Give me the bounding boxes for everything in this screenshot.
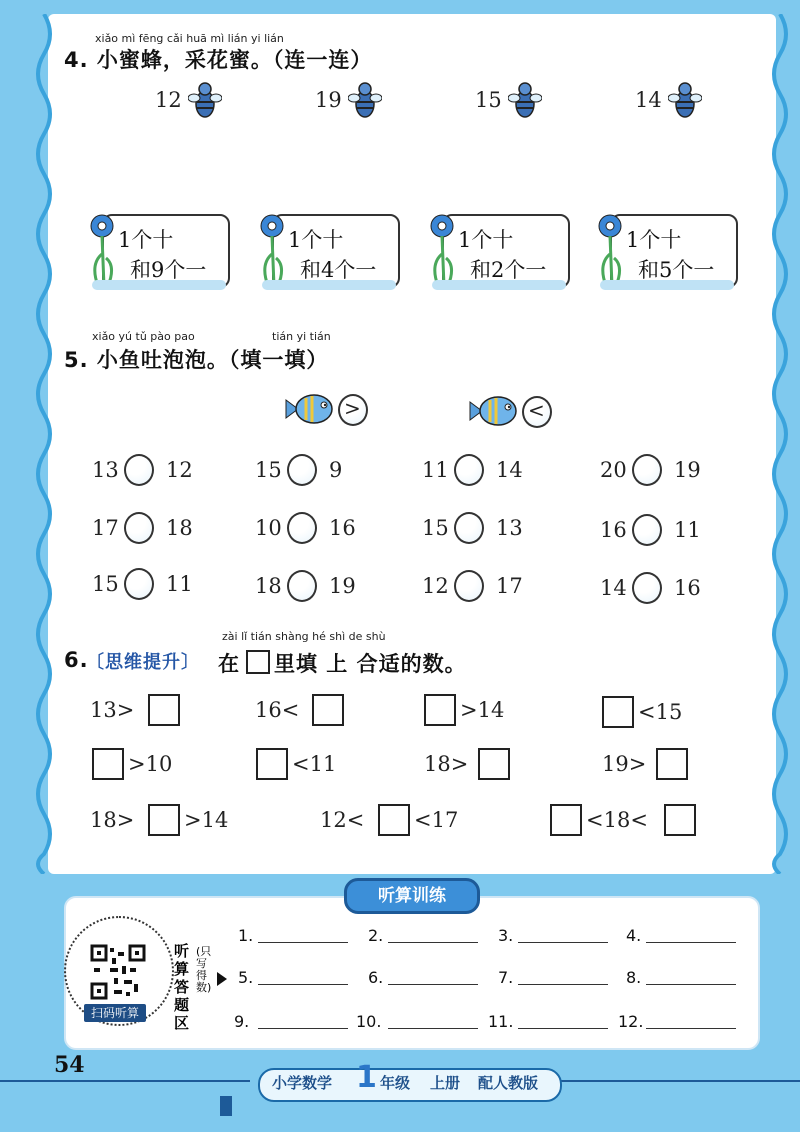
answer-box[interactable] <box>656 748 688 780</box>
card-line-1: 1个十 <box>626 228 682 252</box>
inequality-text: 13> <box>90 698 135 722</box>
compare-left: 17 <box>92 516 119 540</box>
bee-icon <box>348 80 382 120</box>
footer-subject: 小学数学 <box>272 1074 333 1092</box>
greater-than-symbol: > <box>344 396 361 420</box>
answer-line[interactable] <box>388 1028 478 1029</box>
title-square <box>246 650 270 674</box>
card-line-1: 1个十 <box>118 228 174 252</box>
answer-bubble[interactable] <box>632 514 662 546</box>
qr-label: 扫码听算 <box>84 1004 146 1022</box>
answer-number: 7. <box>498 968 514 987</box>
answer-bubble[interactable] <box>124 454 154 486</box>
bee-icon <box>188 80 222 120</box>
compare-right: 11 <box>674 518 701 542</box>
answer-number: 12. <box>618 1012 644 1031</box>
compare-left: 12 <box>422 574 449 598</box>
compare-left: 10 <box>255 516 282 540</box>
card-line-2: 和5个一 <box>638 258 715 282</box>
answer-box[interactable] <box>602 696 634 728</box>
answer-box[interactable] <box>148 804 180 836</box>
flower-card[interactable] <box>428 214 568 292</box>
card-line-1: 1个十 <box>458 228 514 252</box>
inequality-text: <18< <box>586 808 648 832</box>
inequality-text: 18> <box>90 808 135 832</box>
q6-title-b: 里填 上 合适的数。 <box>274 652 467 676</box>
inequality-text: 12< <box>320 808 365 832</box>
compare-right: 12 <box>166 458 193 482</box>
answer-box[interactable] <box>550 804 582 836</box>
answer-number: 11. <box>488 1012 514 1031</box>
answer-line[interactable] <box>258 942 348 943</box>
q4-title: 4. 小蜜蜂，采花蜜。（连一连） <box>64 48 373 72</box>
spine-mark <box>220 1096 232 1116</box>
answer-line[interactable] <box>646 942 736 943</box>
answer-box[interactable] <box>312 694 344 726</box>
answer-box[interactable] <box>92 748 124 780</box>
answer-line[interactable] <box>258 1028 348 1029</box>
footer-edition: 配人教版 <box>478 1074 539 1092</box>
q5-pinyin-2: tián yi tián <box>272 330 331 343</box>
compare-right: 9 <box>329 458 343 482</box>
footer-rule-left <box>0 1080 250 1082</box>
compare-right: 13 <box>496 516 523 540</box>
answer-bubble[interactable] <box>124 512 154 544</box>
inequality-text: >14 <box>460 698 505 722</box>
flower-card[interactable] <box>88 214 228 292</box>
answer-box[interactable] <box>424 694 456 726</box>
answer-line[interactable] <box>646 1028 736 1029</box>
card-line-2: 和2个一 <box>470 258 547 282</box>
inequality-text: <17 <box>414 808 459 832</box>
answer-line[interactable] <box>388 984 478 985</box>
compare-left: 15 <box>92 572 119 596</box>
qr-code-icon[interactable] <box>90 944 146 1000</box>
inequality-text: <11 <box>292 752 337 776</box>
listening-tab: 听算训练 <box>344 878 480 914</box>
answer-box[interactable] <box>378 804 410 836</box>
answer-number: 2. <box>368 926 384 945</box>
bee-icon <box>668 80 702 120</box>
q6-pinyin: zài lǐ tián shàng hé shì de shù <box>222 630 386 643</box>
q6-number: 6. <box>64 648 89 672</box>
answer-box[interactable] <box>256 748 288 780</box>
compare-right: 11 <box>166 572 193 596</box>
answer-bubble[interactable] <box>454 454 484 486</box>
q5-pinyin-1: xiǎo yú tǔ pào pao <box>92 330 195 343</box>
worksheet-page <box>48 14 776 874</box>
answer-box[interactable] <box>148 694 180 726</box>
inequality-text: <15 <box>638 700 683 724</box>
answer-line[interactable] <box>258 984 348 985</box>
answer-bubble[interactable] <box>454 512 484 544</box>
answer-box[interactable] <box>478 748 510 780</box>
answer-line[interactable] <box>518 1028 608 1029</box>
answer-bubble[interactable] <box>632 454 662 486</box>
flower-card[interactable] <box>258 214 398 292</box>
q6-badge: 〔思维提升〕 <box>86 652 200 673</box>
answer-line[interactable] <box>518 984 608 985</box>
arrow-right-icon <box>217 972 227 986</box>
compare-right: 16 <box>674 576 701 600</box>
answer-bubble[interactable] <box>287 454 317 486</box>
answer-number: 5. <box>238 968 254 987</box>
inequality-text: 18> <box>424 752 469 776</box>
compare-left: 15 <box>422 516 449 540</box>
less-than-symbol: < <box>528 398 545 422</box>
answer-area-label: 听算答题区 <box>174 942 190 1032</box>
answer-bubble[interactable] <box>454 570 484 602</box>
q6-title-a: 在 <box>218 652 240 676</box>
compare-right: 19 <box>329 574 356 598</box>
compare-right: 19 <box>674 458 701 482</box>
compare-left: 11 <box>422 458 449 482</box>
compare-right: 14 <box>496 458 523 482</box>
card-line-2: 和9个一 <box>130 258 207 282</box>
footer-grade-number: 1 <box>356 1060 377 1095</box>
footer-rule-right <box>556 1080 800 1082</box>
answer-line[interactable] <box>646 984 736 985</box>
bee-number: 12 <box>155 88 182 112</box>
compare-right: 18 <box>166 516 193 540</box>
q4-pinyin: xiǎo mì fēng cǎi huā mì lián yi lián <box>95 32 284 45</box>
inequality-text: 16< <box>255 698 300 722</box>
answer-box[interactable] <box>664 804 696 836</box>
answer-number: 8. <box>626 968 642 987</box>
answer-number: 3. <box>498 926 514 945</box>
compare-left: 20 <box>600 458 627 482</box>
fish-icon <box>284 390 334 428</box>
answer-bubble[interactable] <box>287 570 317 602</box>
compare-left: 13 <box>92 458 119 482</box>
compare-left: 14 <box>600 576 627 600</box>
bee-number: 14 <box>635 88 662 112</box>
answer-number: 6. <box>368 968 384 987</box>
answer-bubble[interactable] <box>632 572 662 604</box>
card-line-2: 和4个一 <box>300 258 377 282</box>
footer-term: 上册 <box>430 1074 461 1092</box>
q5-title: 5. 小鱼吐泡泡。（填一填） <box>64 348 329 372</box>
inequality-text: 19> <box>602 752 647 776</box>
answer-bubble[interactable] <box>124 568 154 600</box>
bee-number: 15 <box>475 88 502 112</box>
compare-left: 16 <box>600 518 627 542</box>
inequality-text: >10 <box>128 752 173 776</box>
footer-grade: 年级 <box>380 1074 411 1092</box>
flower-card[interactable] <box>596 214 736 292</box>
answer-number: 4. <box>626 926 642 945</box>
answer-number: 10. <box>356 1012 382 1031</box>
answer-bubble[interactable] <box>287 512 317 544</box>
answer-number: 1. <box>238 926 254 945</box>
answer-line[interactable] <box>518 942 608 943</box>
compare-left: 15 <box>255 458 282 482</box>
bee-icon <box>508 80 542 120</box>
page-number: 54 <box>54 1052 85 1078</box>
compare-right: 17 <box>496 574 523 598</box>
answer-number: 9. <box>234 1012 250 1031</box>
right-wave-border <box>768 14 792 874</box>
answer-area-note: (只写得数) <box>196 945 212 994</box>
compare-left: 18 <box>255 574 282 598</box>
fish-icon <box>468 392 518 430</box>
answer-line[interactable] <box>388 942 478 943</box>
bee-number: 19 <box>315 88 342 112</box>
inequality-text: >14 <box>184 808 229 832</box>
left-wave-border <box>32 14 56 874</box>
card-line-1: 1个十 <box>288 228 344 252</box>
compare-right: 16 <box>329 516 356 540</box>
